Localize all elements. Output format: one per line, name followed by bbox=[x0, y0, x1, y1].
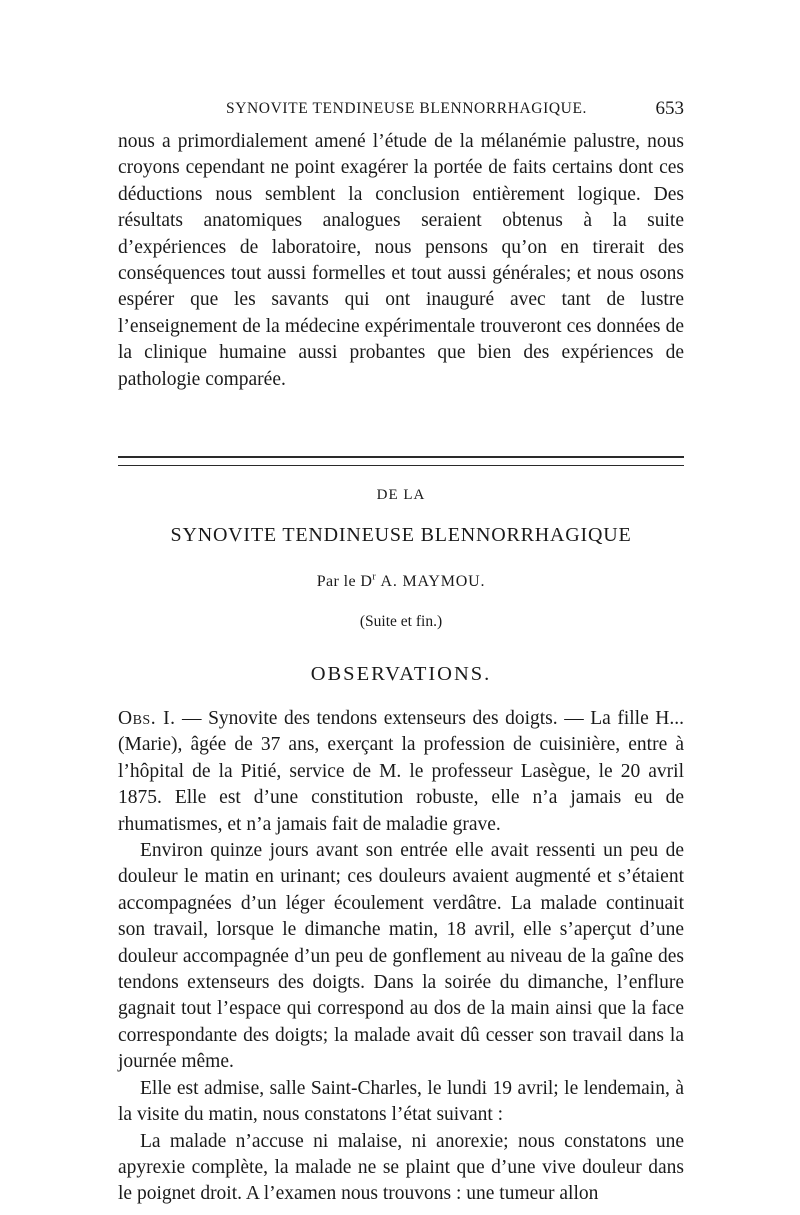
observations-text bbox=[118, 706, 684, 1208]
byline-prefix: Par le D bbox=[316, 573, 373, 590]
section-heading: OBSERVATIONS. bbox=[310, 663, 492, 685]
observation-paragraph: Environ quinze jours avant son entrée elle avait ressenti un peu de douleur le matin en urinant; ces douleurs avaient augmenté et s’étaient accompagnées d’un léger écoulement verdâtre. La malade continuait son travail, lorsque le dimanche matin, 18 avril, elle s’aperçut d’une douleur accompagnée d’un peu de gonflement au niveau de la gaîne des tendons extenseurs des doigts. Dans la soirée du dimanche, l’enflure gagnait tout l’espace qui correspond au dos de la main ainsi que la face correspondante des doigts; la malade avait dû cesser son travail dans la journée même. bbox=[118, 840, 684, 1073]
author-name: A. MAYMOU. bbox=[380, 573, 486, 590]
running-header bbox=[118, 98, 684, 122]
observation-paragraph bbox=[118, 706, 684, 838]
section-divider bbox=[118, 456, 684, 466]
observation-paragraph: Elle est admise, salle Saint-Charles, le lundi 19 avril; le lendemain, à la visite du matin, nous constatons l’état suivant : bbox=[118, 1077, 684, 1126]
observation-title-text: — Synovite des tendons extenseurs des doigts. — La fille H... (Marie), âgée de 37 ans, exerçant la profession de cuisinière, entre à l’hôpital de la Pitié, service de M. le professeur Lasègue, le 20 avril 1875. Elle est d’une constitution robuste, elle n’a jamais eu de rhumatismes, et n’a jamais fait de maladie grave. bbox=[118, 708, 684, 835]
intro-text bbox=[118, 129, 684, 393]
article-title: SYNOVITE TENDINEUSE BLENNORRHAGIQUE bbox=[170, 524, 632, 546]
article-prefix: DE LA bbox=[376, 487, 426, 503]
observation-label: Obs. I. bbox=[118, 708, 176, 729]
observation-paragraph: La malade n’accuse ni malaise, ni anorexie; nous constatons une apyrexie complète, la malade ne se plaint que d’une vive douleur dans le poignet droit. A l’examen nous trouvons : une tumeur allon bbox=[118, 1130, 684, 1205]
page-number: 653 bbox=[655, 98, 684, 119]
byline-superscript: r bbox=[372, 571, 377, 583]
continuation-note: (Suite et fin.) bbox=[359, 613, 443, 630]
intro-paragraph: nous a primordialement amené l’étude de la mélanémie palustre, nous croyons cependant ne point exagérer la portée de faits certains dont ces déductions nous semblent la conclusion entièrement logique. Des résultats anatomiques analogues seraient obtenus à la suite d’expériences de laboratoire, nous pensons qu’on en tirerait des conséquences tout aussi formelles et tout aussi générales; et nous osons espérer que les savants qui ont inauguré avec tant de lustre l’enseignement de la médecine expérimentale trouveront ces données de la clinique humaine aussi probantes que bien des expériences de pathologie comparée. bbox=[118, 131, 684, 390]
running-title: SYNOVITE TENDINEUSE BLENNORRHAGIQUE. bbox=[226, 100, 587, 117]
byline bbox=[118, 573, 684, 591]
